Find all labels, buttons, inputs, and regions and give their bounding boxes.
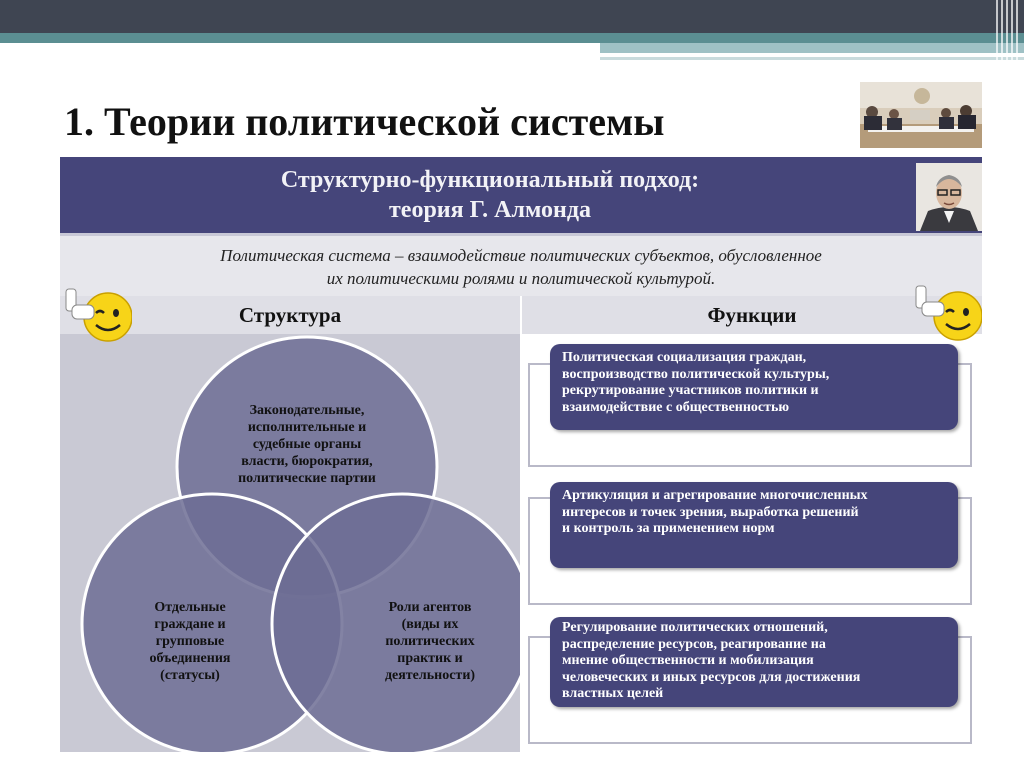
venn-label-left bbox=[110, 599, 270, 684]
definition-line-2: их политическими ролями и политической культурой. bbox=[326, 269, 716, 288]
top-bar bbox=[0, 0, 1024, 33]
functions-column-header bbox=[522, 296, 982, 334]
function-line: Артикуляция и агрегирование многочисленных bbox=[562, 488, 868, 503]
pale-stripe bbox=[600, 57, 1024, 60]
venn-top-line: Законодательные, bbox=[249, 403, 365, 418]
teal-stripe bbox=[0, 33, 1024, 43]
function-line: рекрутирование участников политики и bbox=[562, 383, 819, 398]
venn-left-line: групповые bbox=[155, 634, 225, 649]
venn-right-line: практик и bbox=[397, 651, 463, 666]
function-line: мнение общественности и мобилизация bbox=[562, 653, 814, 668]
functions-heading: Функции bbox=[707, 303, 797, 327]
function-line: человеческих и иных ресурсов для достижения bbox=[562, 669, 861, 685]
meeting-photo-icon bbox=[860, 82, 982, 148]
portrait-photo-icon bbox=[916, 163, 982, 231]
header-line-2: теория Г. Алмонда bbox=[389, 197, 591, 223]
venn-label-top bbox=[207, 402, 407, 487]
venn-top-line: судебные органы bbox=[252, 437, 362, 452]
venn-right-line: деятельности) bbox=[384, 668, 476, 683]
function-box bbox=[550, 482, 958, 568]
venn-top-line: власти, бюрократия, bbox=[241, 454, 373, 469]
function-line: Регулирование политических отношений, bbox=[562, 620, 828, 635]
definition-line-1: Политическая система – взаимодействие политических субъектов, обусловленное bbox=[220, 246, 822, 265]
venn-right-line: Роли агентов bbox=[388, 600, 472, 615]
function-line: интересов и точек зрения, выработка решений bbox=[562, 504, 859, 520]
function-line: воспроизводство политической культуры, bbox=[562, 366, 830, 382]
function-line: Политическая социализация граждан, bbox=[562, 350, 807, 365]
function-line: властных целей bbox=[562, 686, 664, 701]
function-box bbox=[550, 344, 958, 430]
venn-right-line: (виды их bbox=[401, 617, 459, 632]
function-box bbox=[550, 617, 958, 707]
venn-left-line: Отдельные bbox=[154, 600, 226, 615]
venn-top-line: исполнительные и bbox=[247, 420, 367, 435]
definition-band bbox=[60, 236, 982, 296]
venn-right-line: политических bbox=[385, 634, 475, 649]
structure-heading: Структура bbox=[238, 303, 342, 327]
header-line-1: Структурно-функциональный подход: bbox=[280, 167, 700, 193]
function-line: и контроль за применением норм bbox=[562, 521, 775, 536]
function-line: распределение ресурсов, реагирование на bbox=[562, 636, 826, 652]
slide-title: 1. Теории политической системы bbox=[64, 99, 665, 144]
venn-top-line: политические партии bbox=[238, 471, 376, 486]
structure-venn-diagram bbox=[60, 334, 520, 752]
venn-left-line: (статусы) bbox=[160, 668, 220, 683]
venn-label-right bbox=[350, 599, 510, 684]
function-line: взаимодействие с общественностью bbox=[562, 399, 790, 415]
venn-left-line: граждане и bbox=[154, 617, 226, 632]
light-teal-stripe bbox=[600, 43, 1024, 53]
venn-left-line: объединения bbox=[149, 651, 231, 666]
decorative-lines bbox=[996, 0, 1020, 60]
approach-header bbox=[60, 157, 982, 236]
winking-smiley-icon bbox=[914, 282, 982, 347]
